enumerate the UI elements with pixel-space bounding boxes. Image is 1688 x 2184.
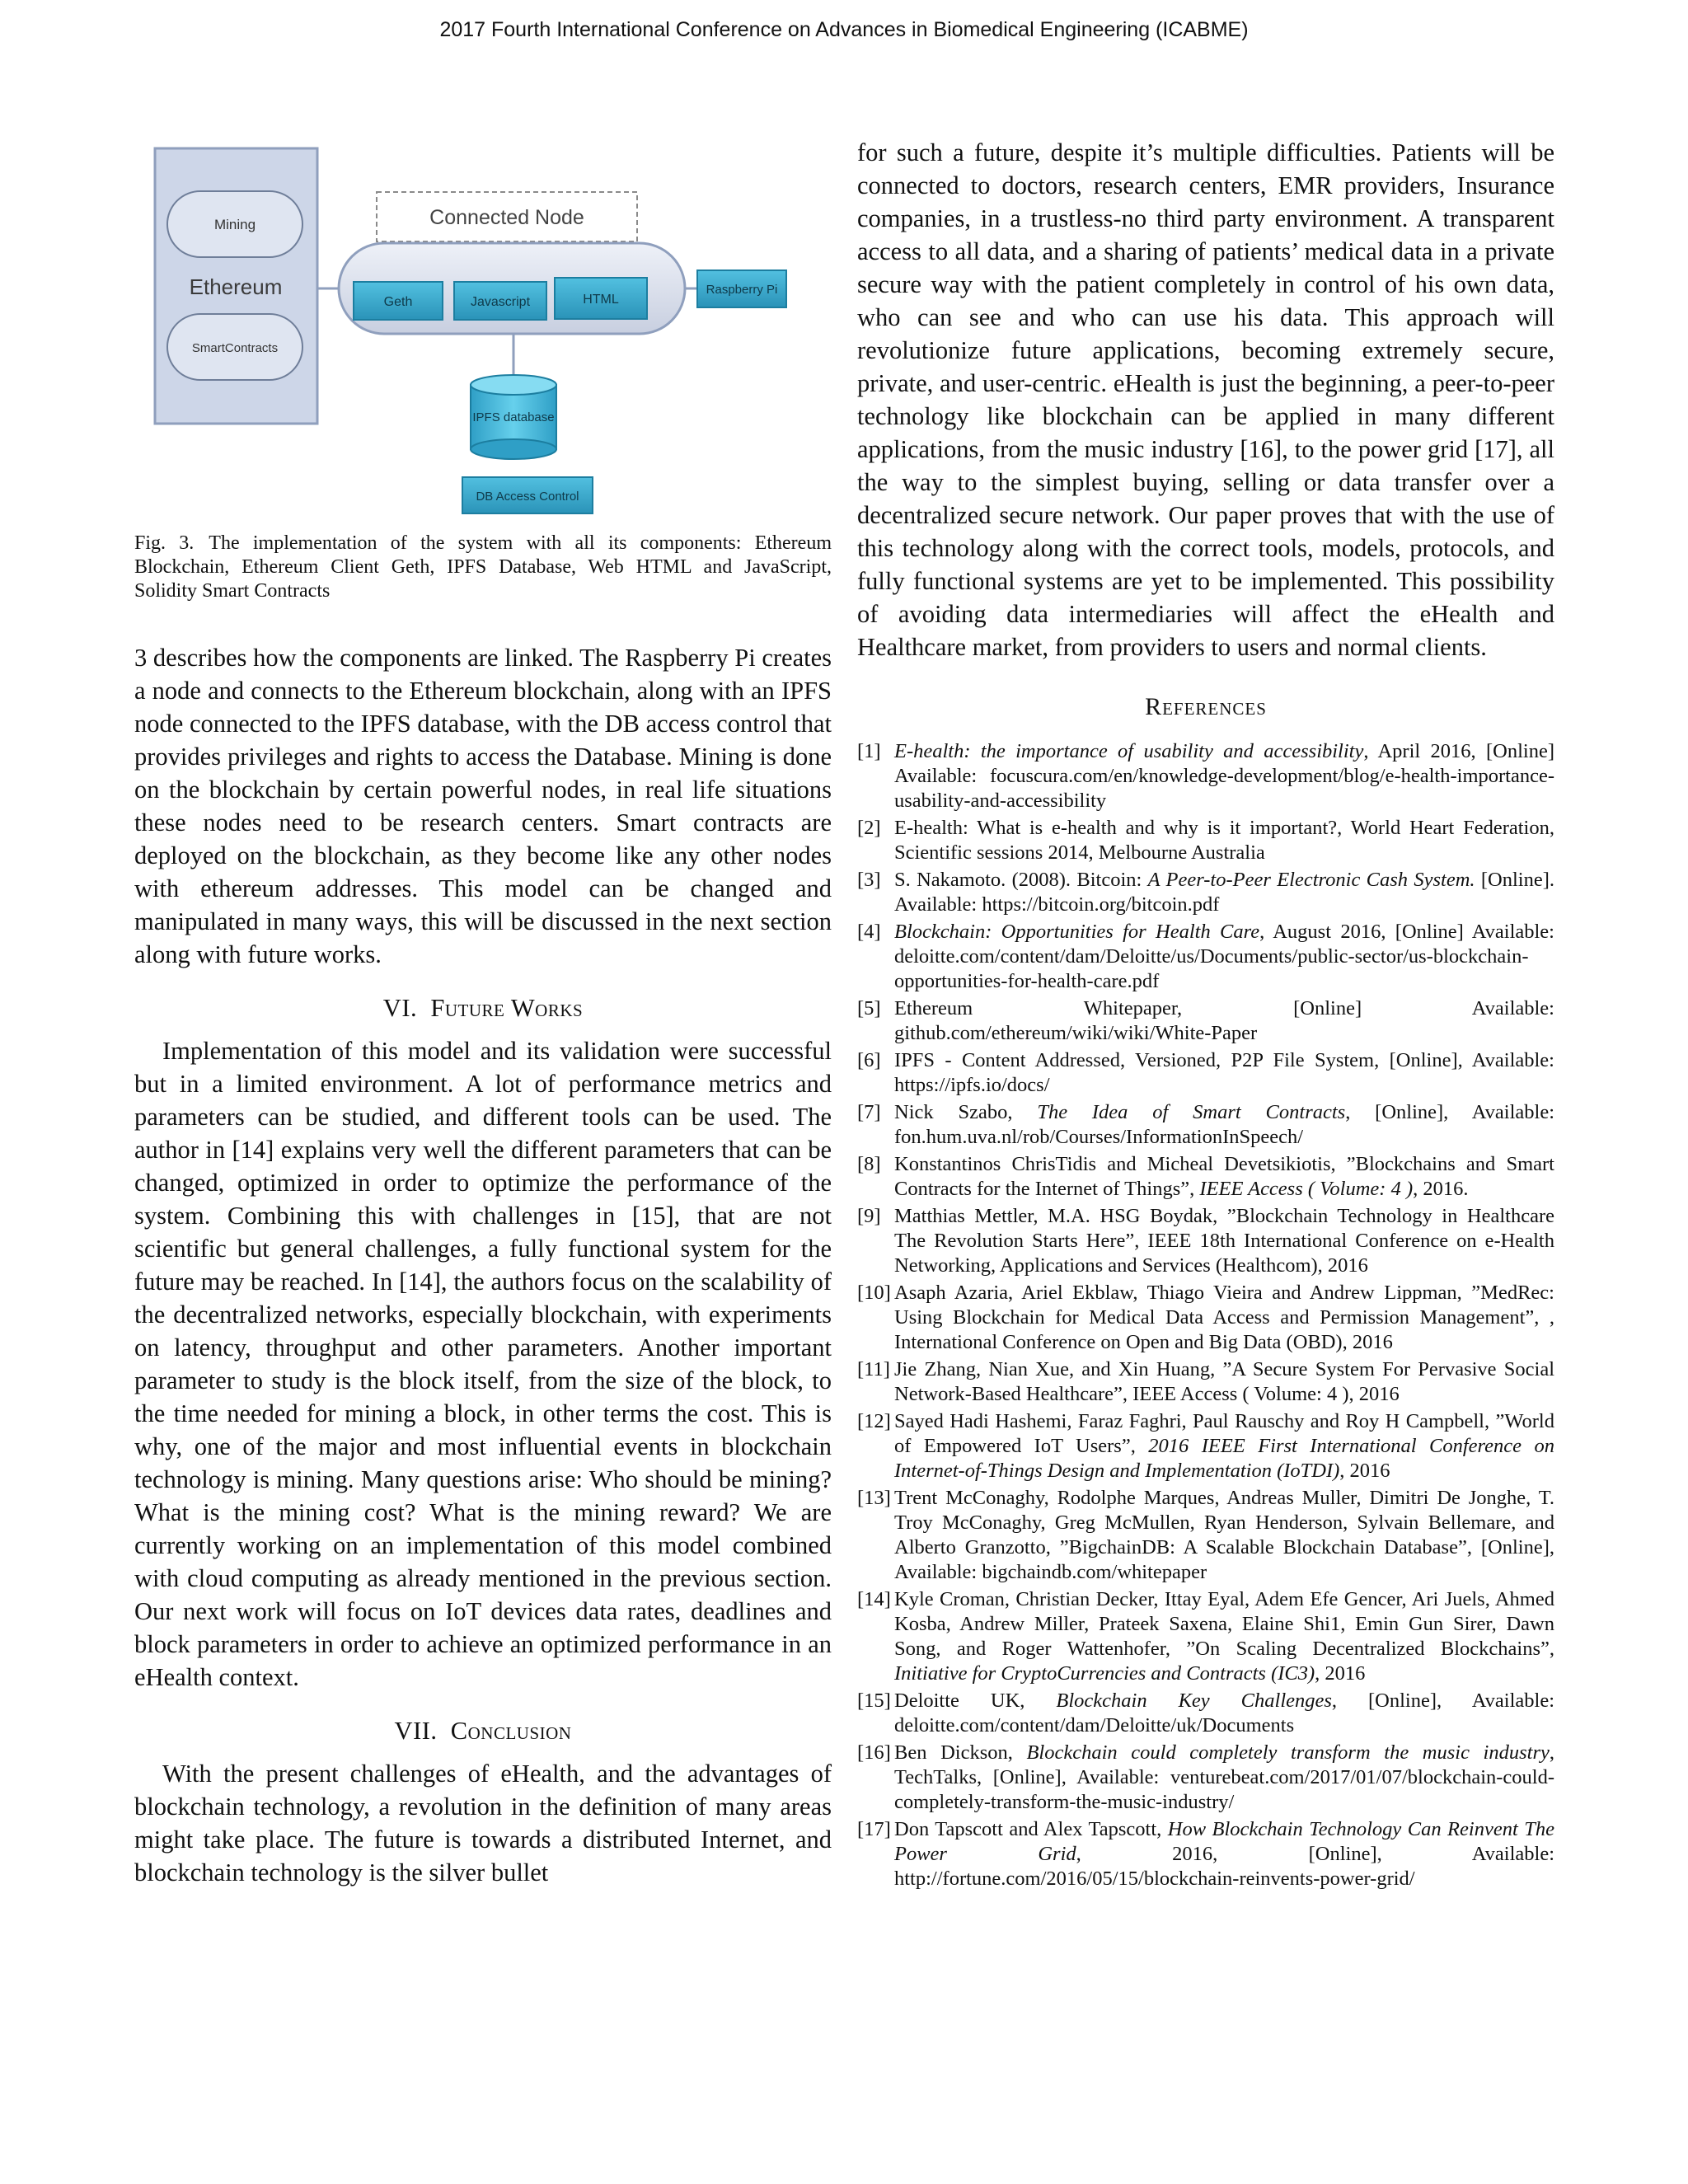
conclusion-paragraph-right: for such a future, despite it’s multiple difficulties. Patients will be connected to doctors, research centers, EMR providers, Insurance companies, in a trustless-no third party environment. A transparent access to all data, and a sharing of patients’ medical data in a private secure way with the patient completely in control of his own data, who can see and who can use his data. This approach will revolutionize future applications, becoming extremely secure, private, and user-centric. eHealth is just the beginning, a peer-to-peer technology like blockchain can be applied in many different applications, from the music industry [16], to the power grid [17], all the way to the simplest buying, selling or data transfer over a decentralized secure network. Our paper proves that with the use of this technology along with the correct tools, models, protocols, and fully functional systems are yet to be implemented. This possibility of avoiding data intermediaries will affect the eHealth and Healthcare market, from providers to users and normal clients.	[857, 138, 1554, 661]
caption-label: Fig. 3.	[134, 532, 195, 554]
section-7-number: VII.	[394, 1717, 438, 1745]
left-paragraph-1: 3 describes how the components are linked. The Raspberry Pi creates a node and connects to the Ethereum blockchain, along with an IPFS node connected to the IPFS database, with the DB access control that provides privileges and rights to access the Database. Mining is done on the blockchain by certain powerful nodes, in real life situations these nodes need to be research centers. Smart contracts are deployed on the blockchain, as they become like any other nodes with ethereum addresses. This model can be changed and manipulated in many ways, this will be discussed in the next section along with future works.	[134, 644, 832, 968]
conclusion-paragraph-left: With the present challenges of eHealth, and the advantages of blockchain technology, a revolution in the definition of many areas might take place. The future is towards a distributed Internet, and blockchain technology is the silver bullet	[134, 1760, 832, 1886]
reference-1: [1] E-health: the importance of usability and accessibility, April 2016, [Online] Available: focuscura.com/en/knowledge-development/blog/e-health-importance-usability-and-accessibility	[857, 740, 1554, 812]
reference-11: [11] Jie Zhang, Nian Xue, and Xin Huang, ”A Secure System For Pervasive Social Network-Based Healthcare”, IEEE Access ( Volume: 4 ), 2016	[857, 1358, 1554, 1405]
reference-17: [17] Don Tapscott and Alex Tapscott, How Blockchain Technology Can Reinvent The Power Grid, 2016, [Online], Available: http://fortune.com/2016/05/15/blockchain-reinvents-power-grid/	[857, 1818, 1554, 1890]
reference-8: [8] Konstantinos ChrisTidis and Micheal Devetsikiotis, ”Blockchains and Smart Contracts for the Internet of Things”, IEEE Access ( Volume: 4 ), 2016.	[857, 1153, 1554, 1200]
left-column	[134, 136, 832, 1889]
reference-2: [2] E-health: What is e-health and why is it important?, World Heart Federation, Scientific sessions 2014, Melbourne Australia	[857, 817, 1554, 864]
references-heading: References	[1145, 693, 1267, 720]
reference-3: [3] S. Nakamoto. (2008). Bitcoin: A Peer-to-Peer Electronic Cash System. [Online]. Available: https://bitcoin.org/bitcoin.pdf	[857, 869, 1555, 916]
reference-12: [12] Sayed Hadi Hashemi, Faraz Faghri, Paul Rauschy and Roy H Campbell, ”World of Empowered IoT Users”, 2016 IEEE First International Conference on Internet-of-Things Design and Implementation (IoTDI), 2016	[857, 1410, 1554, 1482]
right-column	[857, 136, 1554, 1894]
section-6-title: Future Works	[430, 994, 584, 1022]
smart-contracts-label: SmartContracts	[191, 341, 279, 355]
system-architecture-diagram	[134, 136, 832, 532]
reference-4: [4] Blockchain: Opportunities for Health Care, August 2016, [Online] Available: deloitte.com/content/dam/Deloitte/us/Documents/public-sector/us-blockchain-opportunities-for-health-care.pdf	[857, 921, 1554, 992]
reference-7: [7] Nick Szabo, The Idea of Smart Contracts, [Online], Available: fon.hum.uva.nl/rob/Courses/InformationInSpeech/	[857, 1101, 1555, 1148]
section-heading-conclusion	[134, 1717, 832, 1746]
connected-node-label: Connected Node	[429, 206, 584, 229]
future-works-paragraph: Implementation of this model and its validation were successful but in a limited environment. A lot of performance metrics and parameters can be studied, and different tools can be used. The author in [14] explains very well the different parameters that can be changed, optimized in order to optimize the performance of the system. Combining this with challenges in [15], that are not scientific but general challenges, a fully functional system for the future may be reached. In [14], the authors focus on the scalability of the decentralized networks, especially blockchain, with experiments on latency, throughput and other parameters. Another important parameter to study is the block itself, from the size of the block, to the time needed for mining a block, in other terms the cost. This is why, one of the major and most influential events in blockchain technology is mining. Many questions arise: Who should be mining? What is the mining cost? What is the mining reward? We are currently working on an implementation of this model combined with cloud computing as already mentioned in the previous section. Our next work will focus on IoT devices data rates, deadlines and block parameters in order to achieve an optimized performance in an eHealth context.	[134, 1037, 832, 1691]
javascript-label: Javascript	[470, 295, 531, 309]
reference-14: [14] Kyle Croman, Christian Decker, Ittay Eyal, Adem Efe Gencer, Ari Juels, Ahmed Kosba, Andrew Miller, Prateek Saxena, Elaine Shi1, Emin Gun Sirer, Dawn Song, and Roger Wattenhofer, ”On Scaling Decentralized Blockchains”, Initiative for CryptoCurrencies and Contracts (IC3), 2016	[857, 1588, 1554, 1685]
ipfs-label: IPFS database	[472, 410, 555, 424]
reference-9: [9] Matthias Mettler, M.A. HSG Boydak, ”Blockchain Technology in Healthcare The Revolution Starts Here”, IEEE 18th International Conference on e-Health Networking, Applications and Services (Healthcom), 2016	[857, 1205, 1554, 1277]
reference-list	[857, 739, 1554, 1891]
reference-13: [13] Trent McConaghy, Rodolphe Marques, Andreas Muller, Dimitri De Jonghe, T. Troy McConaghy, Greg McMullen, Ryan Henderson, Sylvain Bellemare, and Alberto Granzotto, ”BigchainDB: A Scalable Blockchain Database”, [Online], Available: bigchaindb.com/whitepaper	[857, 1487, 1554, 1583]
db-access-label: DB Access Control	[476, 490, 579, 504]
reference-15: [15] Deloitte UK, Blockchain Key Challenges, [Online], Available: deloitte.com/content/dam/Deloitte/uk/Documents	[857, 1690, 1554, 1736]
geth-label: Geth	[383, 295, 413, 309]
raspberry-label: Raspberry Pi	[706, 283, 778, 297]
mining-label: Mining	[213, 217, 256, 232]
section-7-title: Conclusion	[450, 1717, 572, 1745]
running-head: 2017 Fourth International Conference on Advances in Biomedical Engineering (ICABME)	[439, 18, 1249, 41]
ethereum-label: Ethereum	[189, 274, 283, 299]
reference-6: [6] IPFS - Content Addressed, Versioned, P2P File System, [Online], Available: https://ipfs.io/docs/	[857, 1049, 1554, 1096]
figure-caption	[134, 532, 832, 603]
section-heading-future-works	[134, 994, 832, 1023]
reference-16: [16] Ben Dickson, Blockchain could completely transform the music industry, TechTalks, [Online], Available: venturebeat.com/2017/01/07/blockchain-could-completely-transform-the-music-industry/	[857, 1741, 1554, 1813]
caption-text: The implementation of the system with all its components: Ethereum Blockchain, Ethereum Client Geth, IPFS Database, Web HTML and JavaScript, Solidity Smart Contracts	[134, 532, 832, 602]
reference-5: [5] Ethereum Whitepaper, [Online] Available: github.com/ethereum/wiki/wiki/White-Paper	[857, 997, 1554, 1044]
reference-10: [10] Asaph Azaria, Ariel Ekblaw, Thiago Vieira and Andrew Lippman, ”MedRec: Using Blockchain for Medical Data Access and Permission Management”, , International Conference on Open and Big Data (OBD), 2016	[857, 1282, 1554, 1353]
figure-3	[134, 136, 832, 532]
html-label: HTML	[583, 293, 619, 307]
section-6-number: VI.	[382, 994, 418, 1022]
